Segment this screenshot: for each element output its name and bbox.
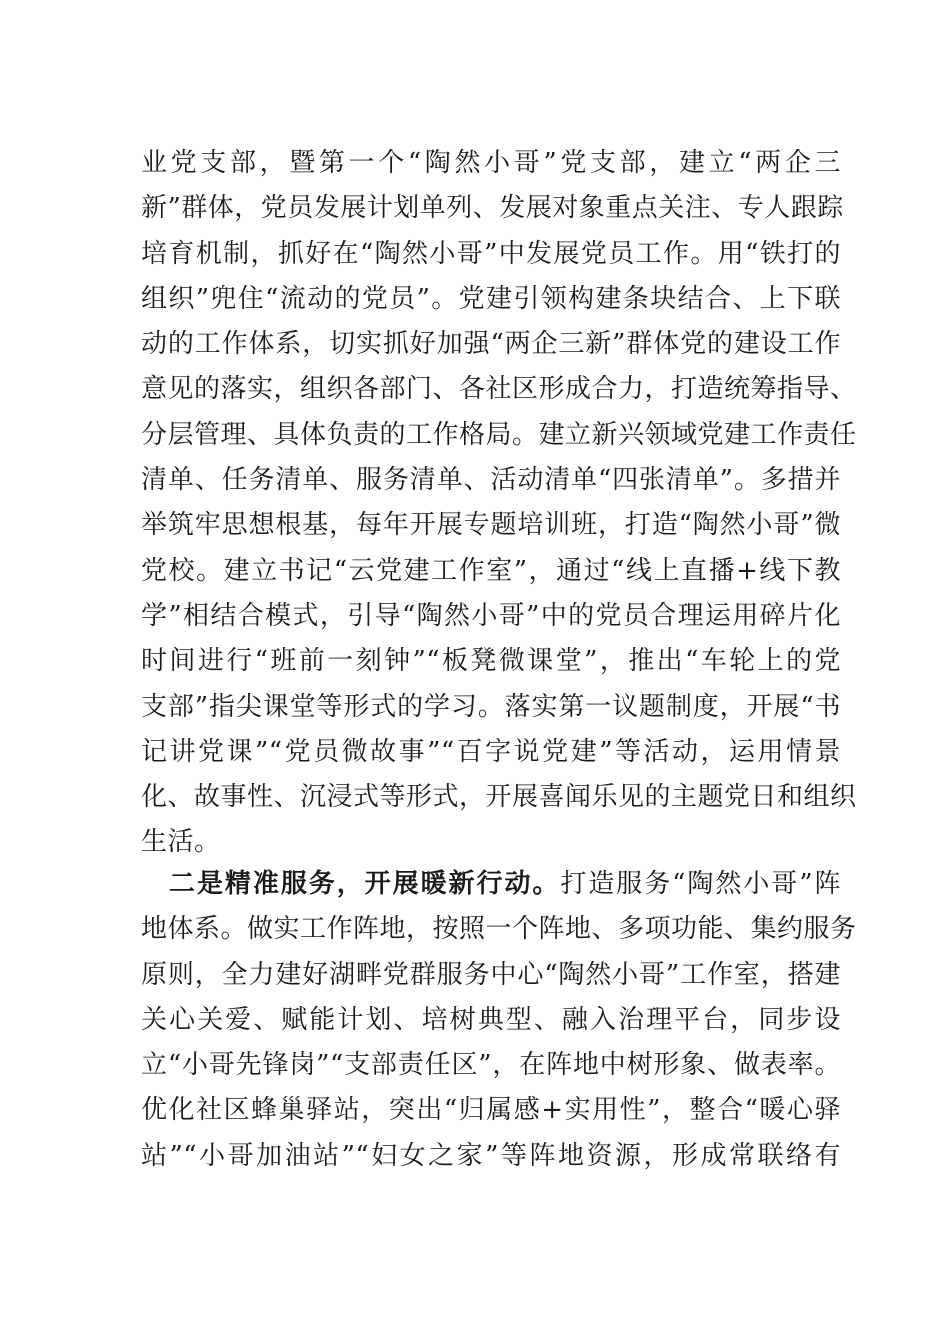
text-line: 新”群体，党员发展计划单列、发展对象重点关注、专人跟踪 [141, 193, 844, 224]
text-line: 党校。建立书记“云党建工作室”，通过“线上直播+线下教 [141, 555, 841, 586]
text-line: 动的工作体系，切实抓好加强“两企三新”群体党的建设工作 [141, 329, 841, 360]
text-line: 意见的落实，组织各部门、各社区形成合力，打造统筹指导、 [141, 374, 857, 405]
text-line: 业党支部，暨第一个“陶然小哥”党支部，建立“两企三 [141, 148, 841, 178]
text-line: 站”“小哥加油站”“妇女之家”等阵地资源，形成常联络有 [141, 1140, 841, 1171]
text-line: 地体系。做实工作阵地，按照一个阵地、多项功能、集约服务 [141, 914, 857, 945]
text-line: 支部”指尖课堂等形式的学习。落实第一议题制度，开展“书 [141, 691, 841, 722]
text-line: 清单、任务清单、服务清单、活动清单“四张清单”。多措并 [141, 465, 841, 496]
paragraph-lead-rest: 打造服务“陶然小哥”阵 [560, 869, 841, 899]
text-line: 分层管理、具体负责的工作格局。建立新兴领域党建工作责任 [141, 419, 857, 450]
text-line: 原则，全力建好湖畔党群服务中心“陶然小哥”工作室，搭建 [141, 959, 841, 990]
text-line: 生活。 [141, 827, 221, 858]
paragraph-lead-heading: 二是精准服务，开展暖新行动。 [169, 869, 561, 899]
text-line-lead [141, 862, 841, 907]
text-line: 培育机制，抓好在“陶然小哥”中发展党员工作。用“铁打的 [141, 238, 841, 269]
text-line: 时间进行“班前一刻钟”“板凳微课堂”，推出“车轮上的党 [141, 646, 841, 677]
text-line: 关心关爱、赋能计划、培树典型、融入治理平台，同步设 [141, 1004, 841, 1035]
paragraph-1 [141, 141, 857, 866]
text-line: 学”相结合模式，引导“陶然小哥”中的党员合理运用碎片化 [141, 600, 841, 631]
text-line: 立“小哥先锋岗”“支部责任区”，在阵地中树形象、做表率。 [141, 1050, 841, 1081]
text-line: 组织”兜住“流动的党员”。党建引领构建条块结合、上下联 [141, 283, 841, 314]
paragraph-2 [141, 862, 857, 1179]
text-line: 优化社区蜂巢驿站，突出“归属感+实用性”，整合“暖心驿 [141, 1095, 841, 1126]
text-line: 化、故事性、沉浸式等形式，开展喜闻乐见的主题党日和组织 [141, 782, 857, 813]
text-line: 举筑牢思想根基，每年开展专题培训班，打造“陶然小哥”微 [141, 510, 841, 541]
text-line: 记讲党课”“党员微故事”“百字说党建”等活动，运用情景 [141, 736, 841, 767]
